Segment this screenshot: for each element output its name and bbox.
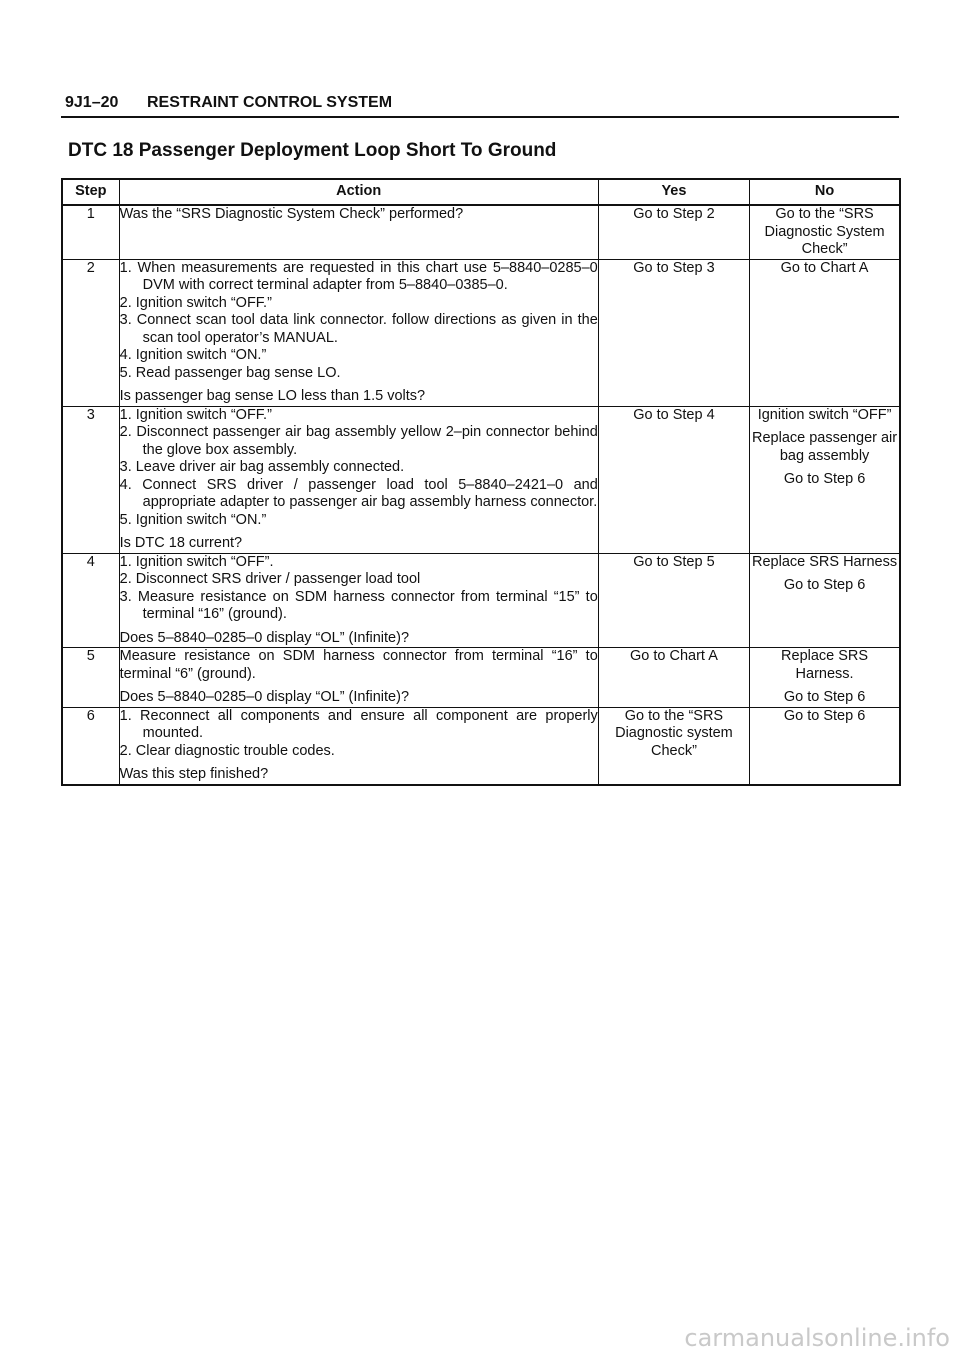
action-cell: [119, 406, 598, 553]
no-result-text: Replace passenger air bag assembly: [752, 430, 898, 464]
action-cell: [119, 259, 598, 406]
yes-result-text: Go to Chart A: [630, 648, 718, 664]
step-number: 3: [62, 406, 119, 553]
action-list-item: 1. Reconnect all components and ensure all component are properly mounted.: [119, 707, 598, 741]
yes-result-cell: [598, 406, 749, 553]
action-list: [120, 708, 598, 761]
column-header-yes: Yes: [598, 179, 749, 205]
page-header: [61, 92, 899, 118]
no-result-cell: [750, 553, 900, 648]
yes-result-cell: [598, 648, 749, 708]
column-header-action: Action: [119, 179, 598, 205]
no-result-cell: [750, 259, 900, 406]
no-result-text: Go to Step 6: [783, 707, 866, 724]
yes-result-text: Go to Step 5: [633, 553, 715, 570]
no-result-text: Go to Step 6: [783, 577, 866, 593]
yes-result-cell: [598, 707, 749, 785]
section-title: RESTRAINT CONTROL SYSTEM: [147, 94, 393, 111]
table-row: [62, 553, 900, 648]
action-list: [120, 407, 598, 530]
action-list-item: 2. Disconnect passenger air bag assembly yellow 2–pin connector behind the glove box assembly.: [119, 424, 598, 458]
no-result-cell: [750, 648, 900, 708]
action-question: Does 5–8840–0285–0 display “OL” (Infinite)?: [119, 689, 410, 705]
step-number: 6: [62, 707, 119, 785]
action-list-item: 4. Connect SRS driver / passenger load tool 5–8840–2421–0 and appropriate adapter to passenger air bag assembly harness connector.: [119, 476, 598, 510]
yes-result-text: Go to Step 2: [633, 206, 715, 222]
step-number: 2: [62, 259, 119, 406]
action-cell: [119, 648, 598, 708]
table-row: [62, 406, 900, 553]
action-list-item: 5. Ignition switch “ON.”: [119, 511, 267, 528]
table-row: [62, 205, 900, 259]
no-result-cell: [750, 205, 900, 259]
yes-result-text: Go to Step 4: [633, 406, 715, 423]
action-paragraph: Measure resistance on SDM harness connector from terminal “16” to terminal “6” (ground).: [119, 648, 598, 682]
yes-result-text: Go to the “SRS Diagnostic system Check”: [615, 707, 733, 759]
action-cell: [119, 707, 598, 785]
column-header-no: No: [750, 179, 900, 205]
no-result-cell: [750, 406, 900, 553]
action-list-item: 5. Read passenger bag sense LO.: [119, 364, 341, 381]
table-body: [62, 205, 900, 785]
action-list-item: 2. Clear diagnostic trouble codes.: [119, 742, 335, 759]
step-number: 5: [62, 648, 119, 708]
yes-result-cell: [598, 553, 749, 648]
no-result-text: Go to Step 6: [783, 471, 866, 487]
table-header-row: [62, 179, 900, 205]
action-list-item: 1. Ignition switch “OFF”.: [119, 553, 274, 570]
step-number: 1: [62, 205, 119, 259]
table-row: [62, 707, 900, 785]
diagnostic-table: [61, 178, 901, 786]
action-list-item: 1. Ignition switch “OFF.”: [119, 406, 272, 423]
no-result-text: Go to Chart A: [780, 259, 869, 276]
document-title: DTC 18 Passenger Deployment Loop Short To Ground: [68, 140, 557, 161]
yes-result-text: Go to Step 3: [633, 259, 715, 276]
yes-result-cell: [598, 205, 749, 259]
action-cell: [119, 553, 598, 648]
action-cell: [119, 205, 598, 259]
watermark: carmanualsonline.info: [684, 1324, 950, 1352]
action-list: [120, 554, 598, 624]
action-paragraph: Was the “SRS Diagnostic System Check” performed?: [119, 206, 464, 222]
section-number: 9J1–20: [65, 94, 119, 111]
action-question: Is passenger bag sense LO less than 1.5 volts?: [119, 388, 426, 404]
no-result-text: Ignition switch “OFF”: [757, 406, 892, 423]
action-question: Does 5–8840–0285–0 display “OL” (Infinite)?: [119, 629, 410, 646]
no-result-text: Go to the “SRS Diagnostic System Check”: [764, 206, 885, 257]
step-number: 4: [62, 553, 119, 648]
action-question: Was this step finished?: [119, 766, 269, 782]
no-result-text: Replace SRS Harness: [752, 553, 898, 570]
action-list-item: 3. Leave driver air bag assembly connected.: [119, 459, 405, 475]
no-result-text: Replace SRS Harness.: [781, 648, 869, 682]
yes-result-cell: [598, 259, 749, 406]
column-header-step: Step: [62, 179, 119, 205]
table-row: [62, 648, 900, 708]
no-result-cell: [750, 707, 900, 785]
table-row: [62, 259, 900, 406]
action-list-item: 3. Measure resistance on SDM harness connector from terminal “15” to terminal “16” (ground).: [119, 588, 598, 622]
action-list-item: 4. Ignition switch “ON.”: [119, 347, 267, 363]
action-list-item: 1. When measurements are requested in this chart use 5–8840–0285–0 DVM with correct terminal adapter from 5–8840–0385–0.: [119, 259, 598, 293]
action-list: [120, 260, 598, 383]
action-question: Is DTC 18 current?: [119, 535, 243, 551]
action-list-item: 2. Ignition switch “OFF.”: [119, 294, 272, 311]
no-result-text: Go to Step 6: [783, 689, 866, 705]
action-list-item: 2. Disconnect SRS driver / passenger load tool: [119, 571, 421, 587]
action-list-item: 3. Connect scan tool data link connector. follow directions as given in the scan tool operator’s MANUAL.: [119, 312, 598, 346]
